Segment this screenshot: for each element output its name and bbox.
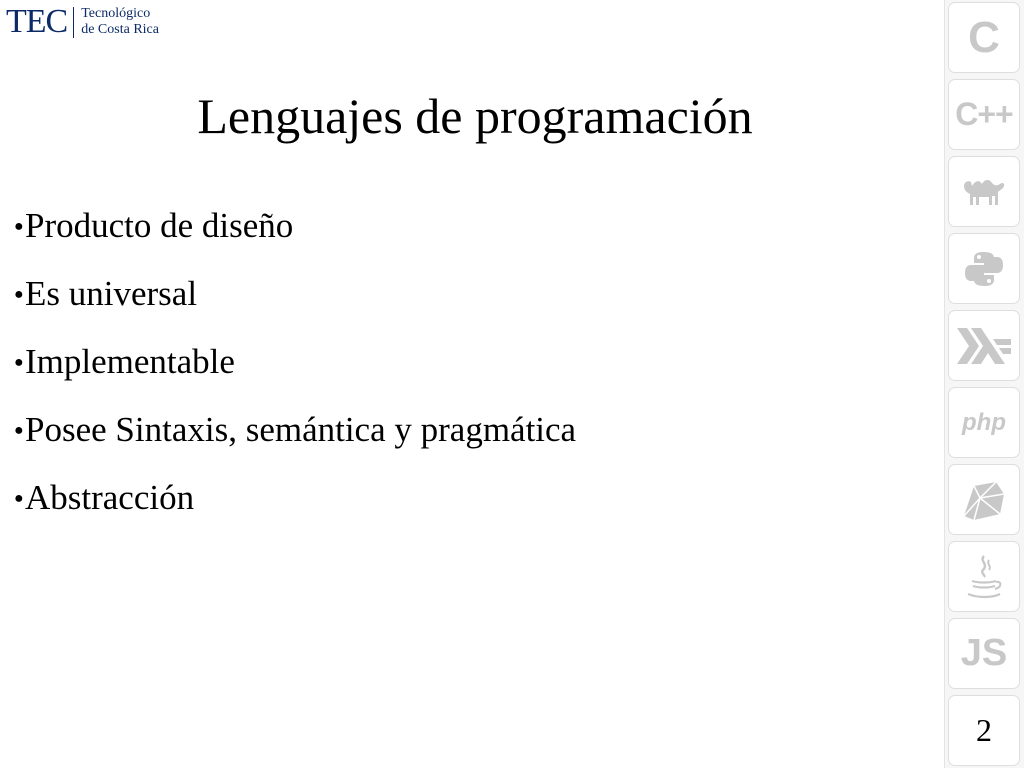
python-icon xyxy=(962,247,1006,291)
bullet-text: Producto de diseño xyxy=(25,206,294,245)
bullet-text: Abstracción xyxy=(25,478,195,517)
bullet-text: Posee Sintaxis, semántica y pragmática xyxy=(25,410,577,449)
bullet-icon: ● xyxy=(14,218,24,235)
bullet-icon: ● xyxy=(14,490,24,507)
list-item xyxy=(14,334,934,402)
php-icon: php xyxy=(962,408,1006,436)
bullet-text: Implementable xyxy=(25,342,235,381)
slide-title: Lenguajes de programación xyxy=(197,88,753,144)
ruby-gem-icon xyxy=(960,478,1008,522)
ruby-language-tile xyxy=(948,464,1020,535)
javascript-language-tile xyxy=(948,618,1020,689)
page-number: 2 xyxy=(976,712,992,748)
haskell-icon xyxy=(955,326,1013,366)
list-item xyxy=(14,402,934,470)
js-icon: JS xyxy=(960,632,1008,674)
c-language-tile xyxy=(948,2,1020,73)
list-item xyxy=(14,198,934,266)
language-icon-panel xyxy=(944,0,1024,768)
php-language-tile xyxy=(948,387,1020,458)
logo-divider xyxy=(73,7,74,38)
page-number-tile xyxy=(948,695,1020,766)
bullet-text: Es universal xyxy=(25,274,198,313)
java-cup-icon xyxy=(962,552,1006,602)
logo-line-2: de Costa Rica xyxy=(81,22,159,37)
camel-icon xyxy=(959,171,1009,213)
perl-language-tile xyxy=(948,156,1020,227)
python-language-tile xyxy=(948,233,1020,304)
c-icon: C xyxy=(968,12,1000,62)
list-item xyxy=(14,470,934,538)
bullet-list xyxy=(14,198,934,538)
bullet-icon: ● xyxy=(14,422,24,439)
haskell-language-tile xyxy=(948,310,1020,381)
bullet-icon: ● xyxy=(14,354,24,371)
list-item xyxy=(14,266,934,334)
logo-text xyxy=(81,6,159,38)
java-language-tile xyxy=(948,541,1020,612)
cpp-language-tile xyxy=(948,79,1020,150)
tec-logo xyxy=(6,4,159,40)
bullet-icon: ● xyxy=(14,286,24,303)
logo-line-1: Tecnológico xyxy=(81,6,151,21)
logo-mark: TEC xyxy=(6,3,68,40)
cpp-icon: C++ xyxy=(955,96,1013,132)
